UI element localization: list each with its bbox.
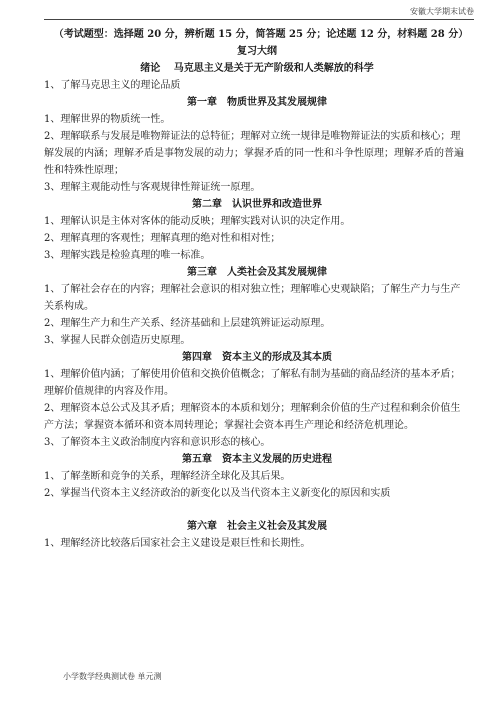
list-item: 1、理解世界的物质统一性。 [44, 114, 171, 125]
list-item: 1、理解价值内涵；了解使用价值和交换价值概念；了解私有制为基础的商品经济的基本矛盾；理解价值规律的内容及作用。 [44, 369, 461, 397]
list-item: 3、理解主观能动性与客观规律性辩证统一原理。 [44, 182, 261, 193]
list-item: 1、了解社会存在的内容；理解社会意识的相对独立性；理解唯心史观缺陷；了解生产力与生产关系构成。 [44, 284, 461, 312]
list-item: 3、理解实践是检验真理的唯一标准。 [44, 250, 211, 261]
section-heading: 第四章 资本主义的形成及其本质 [182, 352, 332, 363]
list-item: 2、理解生产力和生产关系、经济基础和上层建筑辨证运动原理。 [44, 318, 331, 329]
section-heading: 第六章 社会主义社会及其发展 [187, 521, 327, 532]
section-heading: 第三章 人类社会及其发展规律 [187, 267, 327, 278]
list-item: 1、理解经济比较落后国家社会主义建设是艰巨性和长期性。 [44, 538, 311, 549]
header-rule [44, 19, 474, 20]
outline-title: 复习大纲 [237, 46, 277, 57]
page-header-right: 安徽大学期末试卷 [410, 7, 474, 16]
section-heading: 第二章 认识世界和改造世界 [192, 199, 322, 210]
list-item: 3、了解资本主义政治制度内容和意识形态的核心。 [44, 437, 271, 448]
list-item: 3、掌握人民群众创造历史原理。 [44, 335, 191, 346]
section-heading: 第一章 物质世界及其发展规律 [187, 97, 327, 108]
document-body [44, 26, 470, 552]
list-item: 2、理解真理的客观性；理解真理的绝对性和相对性； [44, 233, 281, 244]
list-item: 1、了解马克思主义的理论品质 [44, 80, 181, 91]
list-item: 1、理解认识是主体对客体的能动反映；理解实践对认识的决定作用。 [44, 216, 351, 227]
section-chapter-5 [44, 451, 470, 502]
exam-types-line: （考试题型：选择题 20 分，辨析题 15 分，简答题 25 分；论述题 12 分，材料题 28 分） [53, 29, 469, 40]
section-intro [44, 60, 470, 94]
section-chapter-2 [44, 196, 470, 264]
section-chapter-4 [44, 349, 470, 451]
section-chapter-3 [44, 264, 470, 349]
list-item: 2、理解联系与发展是唯物辩证法的总特征；理解对立统一规律是唯物辩证法的实质和核心；理解发展的内涵；理解矛盾是事物发展的动力；掌握矛盾的同一性和斗争性原理；理解矛盾的普遍性和特殊性原理； [44, 131, 464, 176]
section-heading: 绪论 马克思主义是关于无产阶级和人类解放的科学 [140, 63, 374, 74]
page-footer: 小学数学经典测试卷 单元测 [63, 672, 162, 681]
section-heading: 第五章 资本主义发展的历史进程 [182, 454, 332, 465]
list-item: 2、掌握当代资本主义经济政治的新变化以及当代资本主义新变化的原因和实质 [44, 488, 391, 499]
section-chapter-1 [44, 94, 470, 196]
list-item: 2、理解资本总公式及其矛盾；理解资本的本质和划分；理解剩余价值的生产过程和剩余价值生产方法；掌握资本循环和资本周转理论；掌握社会资本再生产理论和经济危机理论。 [44, 403, 461, 431]
list-item: 1、了解垄断和竞争的关系，理解经济全球化及其后果。 [44, 471, 291, 482]
section-chapter-6 [44, 518, 470, 552]
